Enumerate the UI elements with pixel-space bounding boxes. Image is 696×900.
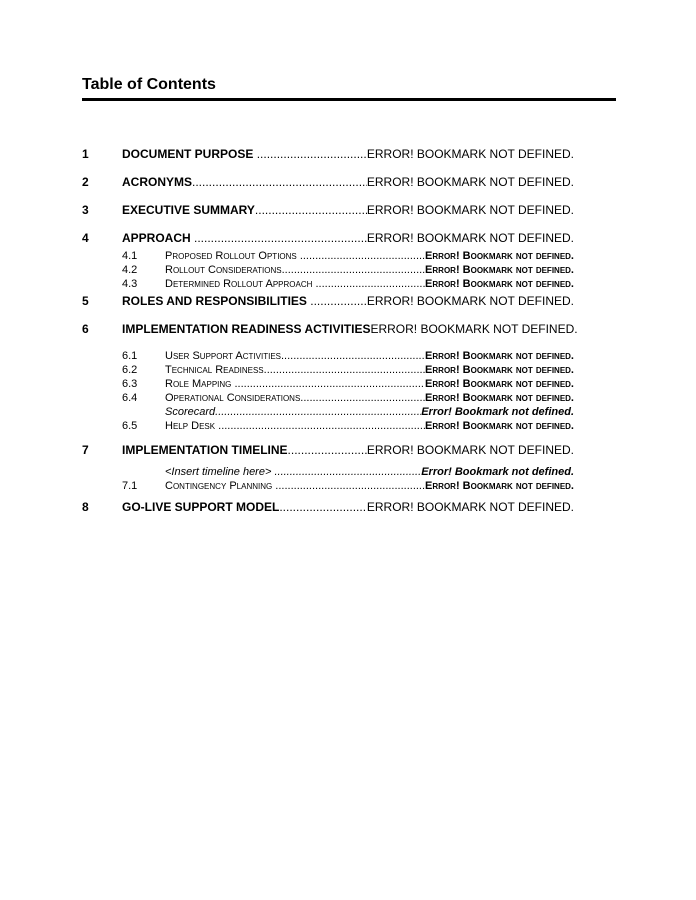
- dot-leader: [194, 231, 367, 246]
- toc-entry-title: Contingency Planning: [165, 480, 276, 492]
- toc-entry-title: IMPLEMENTATION TIMELINE: [122, 443, 288, 457]
- toc-entry-number: 6.3: [122, 378, 138, 390]
- dot-leader: [218, 419, 425, 433]
- dot-leader: [255, 203, 367, 218]
- toc-entry-error: Error! Bookmark not defined.: [425, 392, 574, 404]
- dot-leader: [300, 249, 425, 263]
- toc-entry-title: Role Mapping: [165, 378, 235, 390]
- toc-entry-title: User Support Activities: [165, 350, 281, 362]
- toc-entry-scorecard[interactable]: [82, 405, 574, 419]
- toc-entry-title: APPROACH: [122, 231, 195, 245]
- toc-entry-7[interactable]: [82, 443, 574, 458]
- toc-entry-error: Error! Bookmark not defined.: [425, 350, 574, 362]
- dot-leader: [281, 349, 425, 363]
- toc-entry-error: ERROR! BOOKMARK NOT DEFINED.: [366, 294, 574, 308]
- dot-leader: [288, 443, 367, 458]
- toc-entry-error: Error! Bookmark not defined.: [425, 278, 574, 290]
- toc-entry-4-2[interactable]: [82, 263, 574, 277]
- toc-entry-number: 4.1: [122, 250, 138, 262]
- toc-entry-number: 6.5: [122, 420, 138, 432]
- dot-leader: [215, 405, 421, 419]
- toc-entry-1[interactable]: [82, 147, 574, 162]
- dot-leader: [264, 363, 425, 377]
- dot-leader: [310, 294, 367, 309]
- toc-entry-title: Proposed Rollout Options: [165, 250, 300, 262]
- toc-entry-error: Error! Bookmark not defined.: [425, 378, 574, 390]
- dot-leader: [279, 500, 367, 515]
- toc-entry-number: 4.3: [122, 278, 138, 290]
- toc-entry-error: Error! Bookmark not defined.: [425, 480, 574, 492]
- toc-entry-error: ERROR! BOOKMARK NOT DEFINED.: [370, 322, 578, 336]
- toc-entry-insert-timeline[interactable]: [82, 465, 574, 479]
- toc-entry-title: ROLES AND RESPONSIBILITIES: [122, 294, 311, 308]
- toc-entry-number: 7.1: [122, 480, 138, 492]
- toc-entry-error: ERROR! BOOKMARK NOT DEFINED.: [366, 231, 574, 245]
- toc-entry-error: Error! Bookmark not defined.: [421, 466, 574, 478]
- toc-entry-6-4[interactable]: [82, 391, 574, 405]
- toc-entry-3[interactable]: [82, 203, 574, 218]
- dot-leader: [274, 465, 421, 479]
- dot-leader: [300, 391, 425, 405]
- toc-entry-number: 6.4: [122, 392, 138, 404]
- toc-entry-number: 3: [82, 203, 89, 217]
- toc-entry-error: Error! Bookmark not defined.: [425, 264, 574, 276]
- toc-entry-error: ERROR! BOOKMARK NOT DEFINED.: [366, 443, 574, 457]
- dot-leader: [257, 147, 367, 162]
- toc-entry-number: 2: [82, 175, 89, 189]
- toc-entry-error: ERROR! BOOKMARK NOT DEFINED.: [366, 175, 574, 189]
- toc-entry-title: Determined Rollout Approach: [165, 278, 316, 290]
- toc-entry-4-1[interactable]: [82, 249, 574, 263]
- table-of-contents: [82, 147, 578, 515]
- toc-entry-title: EXECUTIVE SUMMARY: [122, 203, 255, 217]
- toc-entry-error: Error! Bookmark not defined.: [421, 406, 574, 418]
- toc-entry-7-1[interactable]: [82, 479, 574, 493]
- toc-entry-title: Operational Considerations: [165, 392, 301, 404]
- dot-leader: [315, 277, 425, 291]
- toc-entry-title: DOCUMENT PURPOSE: [122, 147, 257, 161]
- toc-entry-6-3[interactable]: [82, 377, 574, 391]
- toc-entry-number: 6: [82, 322, 89, 336]
- toc-entry-6-2[interactable]: [82, 363, 574, 377]
- toc-entry-number: 6.1: [122, 350, 138, 362]
- toc-entry-number: 4: [82, 231, 89, 245]
- page-title: Table of Contents: [82, 74, 616, 101]
- toc-entry-number: 5: [82, 294, 89, 308]
- toc-entry-title: Scorecard: [165, 406, 216, 418]
- toc-entry-error: ERROR! BOOKMARK NOT DEFINED.: [366, 203, 574, 217]
- toc-entry-title: ACRONYMS: [122, 175, 193, 189]
- toc-entry-error: Error! Bookmark not defined.: [425, 420, 574, 432]
- toc-entry-title: GO-LIVE SUPPORT MODEL: [122, 500, 280, 514]
- toc-entry-error: Error! Bookmark not defined.: [425, 250, 574, 262]
- toc-entry-error: Error! Bookmark not defined.: [425, 364, 574, 376]
- toc-entry-6-1[interactable]: [82, 349, 574, 363]
- dot-leader: [192, 175, 367, 190]
- toc-entry-2[interactable]: [82, 175, 574, 190]
- toc-entry-6[interactable]: [82, 322, 578, 337]
- toc-entry-6-5[interactable]: [82, 419, 574, 433]
- dot-leader: [282, 263, 425, 277]
- dot-leader: [275, 479, 425, 493]
- toc-entry-title: <Insert timeline here>: [165, 466, 275, 478]
- toc-entry-number: 8: [82, 500, 89, 514]
- toc-entry-title: Help Desk: [165, 420, 219, 432]
- dot-leader: [234, 377, 425, 391]
- toc-entry-number: 1: [82, 147, 89, 161]
- toc-entry-5[interactable]: [82, 294, 574, 309]
- toc-entry-title: Technical Readiness: [165, 364, 264, 376]
- toc-entry-title: Rollout Considerations: [165, 264, 282, 276]
- toc-entry-4[interactable]: [82, 231, 574, 246]
- toc-entry-title: IMPLEMENTATION READINESS ACTIVITIES: [122, 322, 371, 336]
- toc-entry-number: 4.2: [122, 264, 138, 276]
- toc-entry-8[interactable]: [82, 500, 574, 515]
- toc-entry-error: ERROR! BOOKMARK NOT DEFINED.: [366, 500, 574, 514]
- toc-entry-4-3[interactable]: [82, 277, 574, 291]
- toc-entry-number: 7: [82, 443, 89, 457]
- toc-entry-number: 6.2: [122, 364, 138, 376]
- toc-entry-error: ERROR! BOOKMARK NOT DEFINED.: [366, 147, 574, 161]
